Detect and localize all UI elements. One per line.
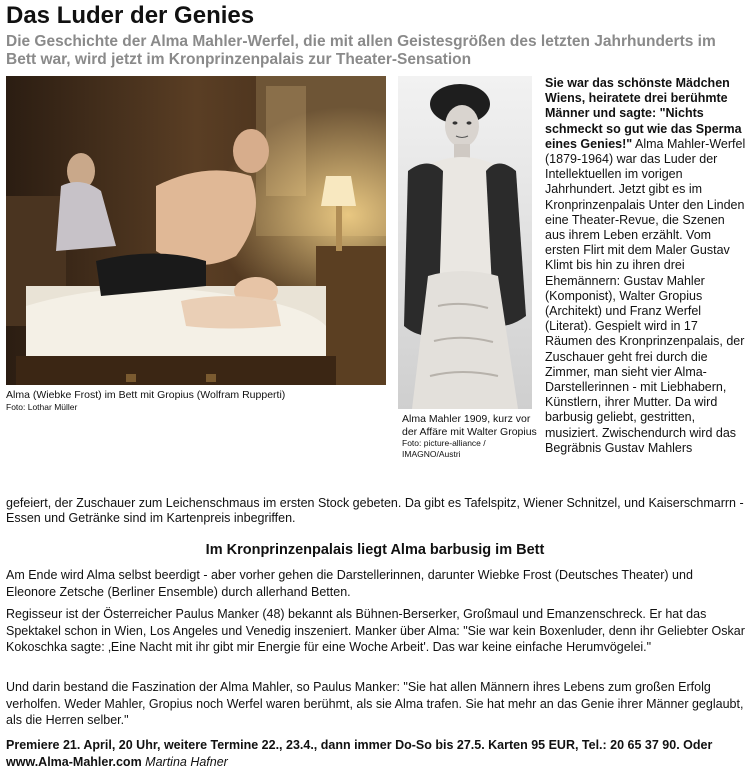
body-continuation: gefeiert, der Zuschauer zum Leichenschmaus im ersten Stock gebeten. Da gibt es Tafelspitz, Wiener Schnitzel, und Kaiserschmarrn - Essen und Getränke sind im Kartenpreis inbegriffen. [6, 496, 744, 526]
column-body: Alma Mahler-Werfel (1879-1964) war das Luder der Intellektuellen im vorigen Jahrhundert. Jetzt gibt es im Kronprinzenpalais Unter den Linden eine Theater-Revue, die Szenen aus ihrem Leben erzählt. Vom ersten Flirt mit dem Maler Gustav Klimt bis hin zu ihren drei Ehemännern: Gustav Mahler (Komponist), Walter Gropius (Architekt) und Franz Werfel (Literat). Gespielt wird in 17 Räumen des Kronprinzenpalais, der Zuschauer geht frei durch die Zimmer, man sieht vier Alma-Darstellerinnen - mit Liebhabern, Künstlern, ihrer Mutter. Da wird barbusig geliebt, gestritten, musiziert. Zwischendurch wird das Begräbnis Gustav Mahlers [545, 136, 746, 455]
section-heading: Im Kronprinzenpalais liegt Alma barbusig im Bett [205, 542, 545, 558]
lead-paragraph: Sie war das schönste Mädchen Wiens, heiratete drei berühmte Männer und sagte: "Nichts schmeckt so gut wie das Sperma eines Genies!" [545, 76, 742, 151]
main-photo-credit: Foto: Lothar Müller [6, 402, 78, 412]
main-photo-caption-block [6, 389, 391, 413]
article-headline: Das Luder der Genies [6, 2, 255, 29]
author-name: Martina Hafner [145, 754, 228, 769]
portrait-photo-caption: Alma Mahler 1909, kurz vor der Affäre mit Walter Gropius [402, 413, 537, 438]
portrait-photo-caption-block [402, 413, 537, 460]
paragraph-1: Am Ende wird Alma selbst beerdigt - aber vorher gehen die Darstellerinnen, darunter Wiebke Frost (Deutsches Theater) und Eleonore Zetsche (Berliner Ensemble) durch allerhand Betten. [6, 568, 693, 599]
main-photo [6, 76, 386, 385]
event-info-text: Premiere 21. April, 20 Uhr, weitere Termine 22., 23.4., dann immer Do-So bis 27.5. Karten 95 EUR, Tel.: 20 65 37 90. Oder www.Alma-Mahler.com [6, 738, 713, 769]
portrait-photo-credit: Foto: picture-alliance / IMAGNO/Austri [402, 438, 486, 459]
paragraph-3: Und darin bestand die Faszination der Alma Mahler, so Paulus Manker: "Sie hat allen Männern ihres Lebens zum großen Erfolg verholfen. Weder Mahler, Gropius noch Werfel waren berühmt, als sie Alma trafen. Sie hat mehr an das Genie ihrer Männer geglaubt, als die Herren selber." [6, 680, 744, 727]
event-info [6, 737, 746, 770]
article-subheadline: Die Geschichte der Alma Mahler-Werfel, die mit allen Geistesgrößen des letzten Jahrhunderts im Bett war, wird jetzt im Kronprinzenpalais zur Theater-Sensation [6, 33, 716, 68]
paragraph-2: Regisseur ist der Österreicher Paulus Manker (48) bekannt als Bühnen-Berserker, Großmaul und Emanzenschreck. Er hat das Spektakel schon in Wien, Los Angeles und Venedig inszeniert. Manker über Alma: "Sie war kein Boxenluder, denn ihr Geliebter Oskar Kokoschka sagte: ‚Eine Nacht mit ihr gibt mir Energie für eine Woche Arbeit'. Das war keine einfache Herumvögelei." [6, 607, 745, 654]
portrait-photo [398, 76, 532, 409]
main-photo-caption: Alma (Wiebke Frost) im Bett mit Gropius (Wolfram Rupperti) [6, 389, 286, 401]
right-column-text [545, 76, 747, 456]
